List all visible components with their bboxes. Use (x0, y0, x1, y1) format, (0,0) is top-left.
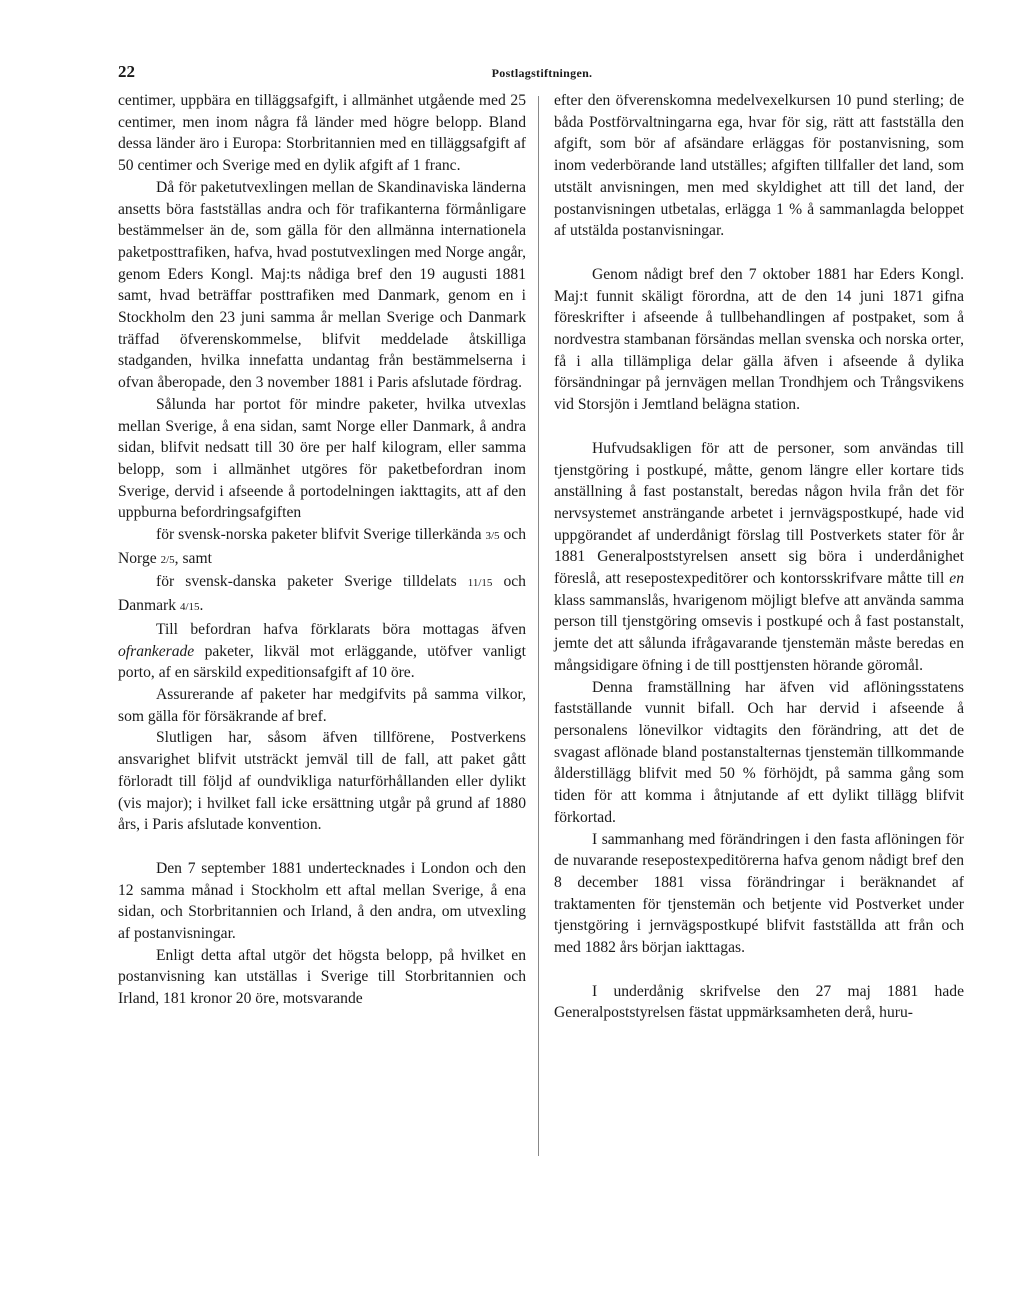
paragraph: Enligt detta aftal utgör det högsta belopp, på hvilket en postanvisning kan utställas i Sverige till Storbritannien och Irland, 181 kronor 20 öre, motsvarande (118, 946, 526, 1008)
paragraph: Sålunda har portot för mindre paketer, hvilka utvexlas mellan Sverige, å ena sidan, samt Norge eller Danmark, å andra sidan, blifvit nedsatt till 30 öre per half kilogram, eller samma belopp, som i allmänhet utgöres för paketbefordran inom Sverige, dervid i afseende å portodelningen iakttagits, att af den uppburna befordringsafgiften (118, 395, 526, 522)
left-column (118, 90, 526, 1010)
page-header (118, 62, 966, 84)
column-divider (538, 96, 539, 1156)
paragraph: Genom nådigt bref den 7 oktober 1881 har Eders Kongl. Maj:t funnit skäligt förordna, att de den 14 juni 1871 gifna föreskrifter i afseende å tullbehandlingen af postpaket, som å nordvestra stambanan försändas mellan svenska och norska orter, få i alla tillämpliga delar gälla äfven i afseende å dylika försändningar på jernvägen mellan Trondhjem och Trångsvikens vid Storsjön i Jemtland belägna station. (554, 265, 964, 414)
running-head: Postlagstiftningen. (491, 66, 593, 80)
emphasis: ofrankerade (118, 642, 195, 660)
fraction: 3/5 (485, 530, 500, 543)
paragraph: I underdånig skrifvelse den 27 maj 1881 hade Generalpoststyrelsen fästat uppmärksamheten derå, huru- (554, 982, 964, 1022)
paragraph: I sammanhang med förändringen i den fasta aflöningen för de nuvarande resepostexpeditörerna hafva genom nådigt bref den 8 december 1881 vissa förändringar i beräknandet af traktamenten för tjenstemän och betjente vid Postverket under tjenstgöring i jernvägspostkupé blifvit fastställda att från och med 1882 års början iakttagas. (554, 830, 964, 957)
fraction: 4/15 (179, 601, 200, 614)
paragraph: Den 7 september 1881 undertecknades i London och den 12 samma månad i Stockholm ett aftal mellan Sverige, å ena sidan, och Storbritannien och Irland, å den andra, om utvexling af postanvisningar. (118, 859, 526, 943)
paragraph: centimer, uppbära en tilläggsafgift, i allmänhet utgående med 25 centimer, men inom några få länder med högre belopp. Bland dessa länder äro i Europa: Storbritannien med en tilläggsafgift af 50 centimer och Sverige med en dylik afgift af 1 franc. (118, 92, 526, 175)
paragraph: Slutligen har, såsom äfven tillförene, Postverkens ansvarighet blifvit utsträckt jemväl till de fall, att paket gått förloradt till följd af oundvikliga naturförhållanden eller dylikt (vis major); i hvilket fall icke ersättning utgår på grund af 1880 års, i Paris afslutade konvention. (118, 729, 526, 834)
paragraph: för svensk-danska paketer Sverige tilldelats 11/15 och Danmark 4/15. (118, 573, 526, 615)
paragraph: Till befordran hafva förklarats böra mottagas äfven ofrankerade paketer, likväl mot erläggande, utöfver vanligt porto, af en särskild expeditionsafgift af 10 öre. (118, 620, 526, 682)
paragraph: Då för paketutvexlingen mellan de Skandinaviska länderna ansetts böra fastställas andra och för trafikanterna förmånligare bestämmelser än de, som gälla för den allmänna internationela paketposttrafiken, hafva, hvad postutvexlingen med Norge angår, genom Eders Kongl. Maj:ts nådiga bref den 19 augusti 1881 samt, hvad beträffar posttrafiken med Danmark, genom en i Stockholm den 23 juni samma år mellan Sverige och Danmark träffad öfverenskommelse, blifvit meddelade åtskilliga stadganden, hvilka innefatta undantag från bestämmelserna i ofvan åberopade, den 3 november 1881 i Paris afslutade fördrag. (118, 178, 526, 392)
paragraph: Hufvudsakligen för att de personer, som användas till tjenstgöring i postkupé, måtte, genom längre eller kortare tids anställning å fast postanstalt, beredas någon hvila från det för nervsystemet ansträngande arbetet i jernvägspostkupé, hade vid uppgörandet af underdånigt förslag till Postverkets stater för år 1881 Generalpoststyrelsen ansett sig böra i underdånighet föreslå, att resepostexpeditörer och kontorsskrifvare måtte till en klass sammanslås, hvarigenom möjligt blefve att använda samma person till tjenstgöring omsevis i postkupé och å fast postanstalt, jemte det att sålunda ifrågavarande tjenstemän måste beredas en mångsidigare öfning i de till posttjensten hörande göromål. (554, 439, 964, 674)
page-number: 22 (118, 62, 135, 81)
fraction: 2/5 (160, 553, 175, 566)
right-column (554, 90, 964, 1024)
paragraph: Denna framställning har äfven vid aflöningsstatens fastställande vunnit bifall. Och har dervid i afseende å personalens lönevilkor vidtagits den förändring, att det de svagast aflönade bland postanstalternas tjenstemän tillkommande ålderstillägg blifvit med 50 % förhöjdt, på samma gång som tiden för att komma i åtnjutande af ett dylikt tillägg blifvit förkortad. (554, 678, 964, 826)
fraction: 11/15 (467, 577, 493, 590)
emphasis: en (949, 570, 964, 588)
paragraph: Assurerande af paketer har medgifvits på samma vilkor, som gälla för försäkrande af bref. (118, 685, 526, 725)
paragraph: efter den öfverenskomna medelvexelkursen 10 pund sterling; de båda Postförvaltningarna ega, hvar för sig, rätt att fastställa den afgift, som bör af afsändare erläggas för postanvisning, som inom vederbörande land utställes; afgiften tillfaller det land, som utstält anvisningen, men med skyldighet att till det land, der postanvisningen utbetalas, erlägga 1 % å sammanlagda beloppet af utstälda postanvisningar. (554, 92, 964, 240)
paragraph: för svensk-norska paketer blifvit Sverige tillerkända 3/5 och Norge 2/5, samt (118, 526, 527, 567)
